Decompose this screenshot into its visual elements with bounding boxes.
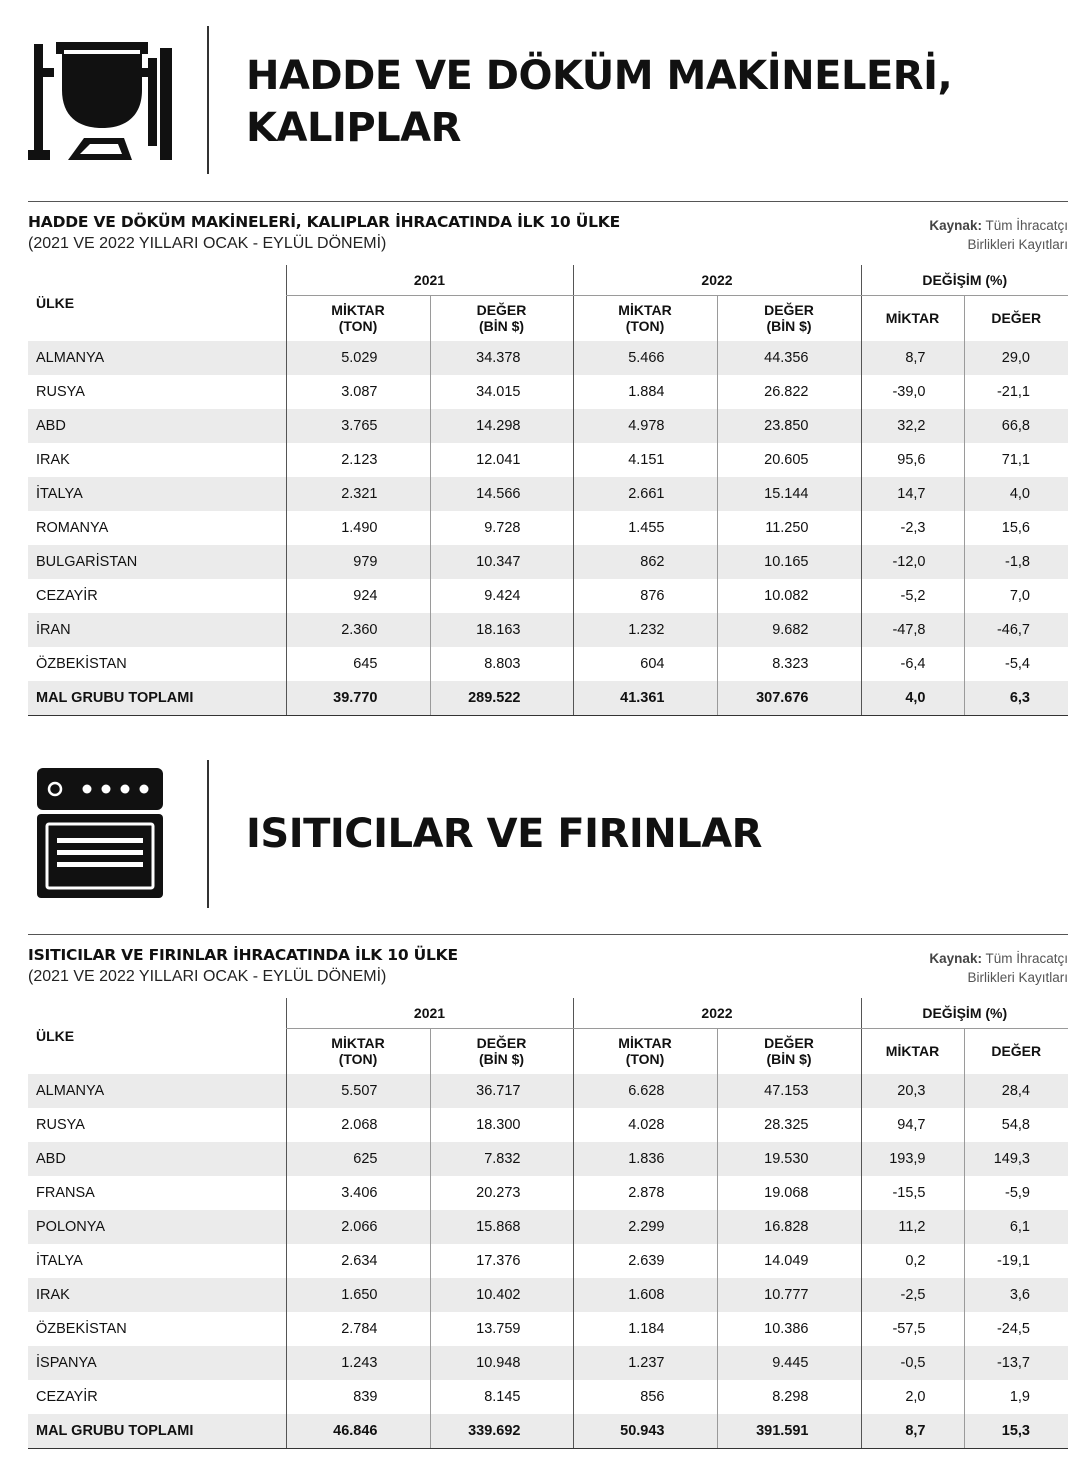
cell-change-value: 1,9 bbox=[964, 1380, 1068, 1414]
table-row bbox=[28, 545, 1068, 579]
cell-country: RUSYA bbox=[36, 1117, 85, 1133]
cell-value-2022: 307.676 bbox=[717, 681, 861, 715]
table-row bbox=[28, 1346, 1068, 1380]
cell-value-2021: 14.298 bbox=[430, 409, 573, 443]
table-1-block bbox=[0, 200, 1084, 720]
table-row bbox=[28, 443, 1068, 477]
cell-qty-2021: 46.846 bbox=[286, 1414, 430, 1448]
column-header-change-value: DEĞER bbox=[964, 1028, 1068, 1074]
cell-value-2022: 23.850 bbox=[717, 409, 861, 443]
cell-country: IRAK bbox=[28, 1278, 286, 1312]
cell-change-value: 3,6 bbox=[964, 1278, 1068, 1312]
column-header-year-2022: 2022 bbox=[573, 998, 861, 1028]
column-header-value-2021: DEĞER (BİN $) bbox=[430, 1028, 573, 1074]
cell-change-qty: -12,0 bbox=[861, 545, 964, 579]
cell-qty-2021: 2.321 bbox=[286, 477, 430, 511]
cell-change-value: 149,3 bbox=[964, 1142, 1068, 1176]
table-row bbox=[28, 579, 1068, 613]
cell-country: ALMANYA bbox=[28, 1074, 286, 1108]
cell-value-2022: 9.445 bbox=[717, 1346, 861, 1380]
cell-qty-2022: 876 bbox=[573, 579, 717, 613]
table-title: HADDE VE DÖKÜM MAKİNELERİ, KALIPLAR İHRACATINDA İLK 10 ÜLKE bbox=[28, 213, 620, 231]
cell-change-qty: 8,7 bbox=[861, 341, 964, 375]
table-subtitle: (2021 VE 2022 YILLARI OCAK - EYLÜL DÖNEMİ) bbox=[28, 235, 387, 252]
cell-change-value: 71,1 bbox=[964, 443, 1068, 477]
column-header-value-2021: DEĞER (BİN $) bbox=[430, 295, 573, 341]
table-row bbox=[28, 1142, 1068, 1176]
cell-qty-2021: 1.243 bbox=[286, 1346, 430, 1380]
cell-qty-2022: 1.884 bbox=[573, 375, 717, 409]
cell-change-value: -1,8 bbox=[964, 545, 1068, 579]
table-row bbox=[28, 511, 1068, 545]
cell-change-value: -19,1 bbox=[964, 1244, 1068, 1278]
cell-value-2021: 8.803 bbox=[430, 647, 573, 681]
cell-country: ABD bbox=[28, 1142, 286, 1176]
cell-value-2022: 10.386 bbox=[717, 1312, 861, 1346]
cell-value-2021: 7.832 bbox=[430, 1142, 573, 1176]
cell-qty-2021: 2.123 bbox=[286, 443, 430, 477]
cell-value-2021: 12.041 bbox=[430, 443, 573, 477]
cell-value-2021: 13.759 bbox=[430, 1312, 573, 1346]
data-table bbox=[28, 265, 1068, 716]
cell-qty-2021: 3.765 bbox=[286, 409, 430, 443]
cell-qty-2021: 5.029 bbox=[286, 341, 430, 375]
cell-qty-2022: 41.361 bbox=[573, 681, 717, 715]
cell-change-value: -46,7 bbox=[964, 613, 1068, 647]
table-top-rule bbox=[28, 201, 1068, 202]
cell-change-qty: -6,4 bbox=[861, 647, 964, 681]
cell-value-2021: 9.424 bbox=[430, 579, 573, 613]
cell-country: İTALYA bbox=[28, 477, 286, 511]
cell-country: ROMANYA bbox=[36, 520, 109, 536]
source-text-2: Birlikleri Kayıtları bbox=[967, 237, 1068, 252]
cell-qty-2022: 1.184 bbox=[573, 1312, 717, 1346]
cell-qty-2021: 2.360 bbox=[286, 613, 430, 647]
cell-change-value: -24,5 bbox=[964, 1312, 1068, 1346]
column-header-qty-2022: MİKTAR (TON) bbox=[573, 1028, 717, 1074]
cell-change-qty: 193,9 bbox=[861, 1142, 964, 1176]
cell-country: İTALYA bbox=[36, 1253, 83, 1269]
cell-country: ÖZBEKİSTAN bbox=[36, 1321, 127, 1337]
casting-machine-icon bbox=[28, 38, 178, 167]
cell-value-2022: 14.049 bbox=[717, 1244, 861, 1278]
cell-country: ALMANYA bbox=[28, 341, 286, 375]
cell-qty-2022: 862 bbox=[573, 545, 717, 579]
cell-qty-2022: 2.299 bbox=[573, 1210, 717, 1244]
cell-qty-2021: 3.087 bbox=[286, 375, 430, 409]
cell-qty-2022: 1.836 bbox=[573, 1142, 717, 1176]
cell-qty-2022: 856 bbox=[573, 1380, 717, 1414]
cell-value-2022: 26.822 bbox=[717, 375, 861, 409]
cell-value-2021: 20.273 bbox=[430, 1176, 573, 1210]
table-row bbox=[28, 613, 1068, 647]
cell-country: BULGARİSTAN bbox=[28, 545, 286, 579]
cell-change-value: 7,0 bbox=[964, 579, 1068, 613]
cell-qty-2021: 2.634 bbox=[286, 1244, 430, 1278]
cell-qty-2021: 5.507 bbox=[286, 1074, 430, 1108]
cell-value-2022: 20.605 bbox=[717, 443, 861, 477]
column-header-qty-2022: MİKTAR (TON) bbox=[573, 295, 717, 341]
cell-change-value: 6,3 bbox=[964, 681, 1068, 715]
cell-change-value: 29,0 bbox=[964, 341, 1068, 375]
cell-qty-2022: 1.237 bbox=[573, 1346, 717, 1380]
table-row bbox=[28, 409, 1068, 443]
cell-country: CEZAYİR bbox=[36, 588, 98, 604]
cell-qty-2022: 604 bbox=[573, 647, 717, 681]
cell-value-2021: 289.522 bbox=[430, 681, 573, 715]
cell-country: FRANSA bbox=[36, 1185, 95, 1201]
cell-change-qty: 32,2 bbox=[861, 409, 964, 443]
cell-value-2022: 15.144 bbox=[717, 477, 861, 511]
table-total-row bbox=[28, 1414, 1068, 1448]
cell-change-qty: 0,2 bbox=[861, 1244, 964, 1278]
cell-value-2022: 11.250 bbox=[717, 511, 861, 545]
table-row bbox=[28, 1278, 1068, 1312]
cell-value-2022: 19.530 bbox=[717, 1142, 861, 1176]
column-header-country: ÜLKE bbox=[36, 1028, 75, 1044]
cell-value-2022: 9.682 bbox=[717, 613, 861, 647]
cell-value-2021: 9.728 bbox=[430, 511, 573, 545]
cell-value-2021: 18.163 bbox=[430, 613, 573, 647]
cell-qty-2022: 1.608 bbox=[573, 1278, 717, 1312]
cell-qty-2021: 924 bbox=[286, 579, 430, 613]
table-body bbox=[28, 341, 1068, 715]
cell-country: İSPANYA bbox=[28, 1346, 286, 1380]
cell-change-qty: -47,8 bbox=[861, 613, 964, 647]
cell-qty-2021: 625 bbox=[286, 1142, 430, 1176]
cell-change-qty: 8,7 bbox=[861, 1414, 964, 1448]
cell-country: ÖZBEKİSTAN bbox=[36, 656, 127, 672]
cell-value-2022: 10.165 bbox=[717, 545, 861, 579]
cell-value-2021: 34.378 bbox=[430, 341, 573, 375]
source-text-1: Tüm İhracatçı bbox=[985, 951, 1068, 966]
cell-value-2022: 28.325 bbox=[717, 1108, 861, 1142]
table-row bbox=[28, 1244, 1068, 1278]
cell-change-value: 28,4 bbox=[964, 1074, 1068, 1108]
cell-qty-2022: 1.232 bbox=[573, 613, 717, 647]
source-label: Kaynak: bbox=[929, 951, 982, 966]
cell-change-qty: 14,7 bbox=[861, 477, 964, 511]
cell-change-qty: 4,0 bbox=[861, 681, 964, 715]
cell-qty-2022: 6.628 bbox=[573, 1074, 717, 1108]
column-header-year-2021: 2021 bbox=[286, 265, 573, 295]
cell-change-value: -21,1 bbox=[964, 375, 1068, 409]
cell-country: IRAK bbox=[36, 452, 70, 468]
cell-value-2022: 10.777 bbox=[717, 1278, 861, 1312]
cell-value-2021: 15.868 bbox=[430, 1210, 573, 1244]
table-row bbox=[28, 647, 1068, 681]
cell-qty-2021: 3.406 bbox=[286, 1176, 430, 1210]
cell-change-qty: -2,3 bbox=[861, 511, 964, 545]
column-header-change-qty: MİKTAR bbox=[861, 1028, 964, 1074]
column-header-value-2022: DEĞER (BİN $) bbox=[717, 1028, 861, 1074]
cell-change-qty: 2,0 bbox=[861, 1380, 964, 1414]
cell-qty-2021: 1.650 bbox=[286, 1278, 430, 1312]
column-header-year-2022: 2022 bbox=[573, 265, 861, 295]
cell-value-2021: 8.145 bbox=[430, 1380, 573, 1414]
cell-change-qty: 11,2 bbox=[861, 1210, 964, 1244]
table-row bbox=[28, 1312, 1068, 1346]
cell-country: ABD bbox=[28, 409, 286, 443]
table-body bbox=[28, 1074, 1068, 1448]
cell-change-value: 4,0 bbox=[964, 477, 1068, 511]
section-1-header bbox=[0, 0, 1084, 190]
table-source bbox=[929, 216, 1068, 254]
cell-change-qty: 95,6 bbox=[861, 443, 964, 477]
table-row bbox=[28, 1074, 1068, 1108]
cell-change-value: 54,8 bbox=[964, 1108, 1068, 1142]
table-2-block bbox=[0, 933, 1084, 1453]
cell-value-2021: 10.948 bbox=[430, 1346, 573, 1380]
cell-value-2022: 8.323 bbox=[717, 647, 861, 681]
cell-qty-2022: 2.878 bbox=[573, 1176, 717, 1210]
cell-country: POLONYA bbox=[28, 1210, 286, 1244]
cell-change-qty: -57,5 bbox=[861, 1312, 964, 1346]
cell-country: RUSYA bbox=[36, 384, 85, 400]
table-row bbox=[28, 1210, 1068, 1244]
cell-qty-2022: 2.661 bbox=[573, 477, 717, 511]
cell-qty-2022: 5.466 bbox=[573, 341, 717, 375]
cell-value-2021: 14.566 bbox=[430, 477, 573, 511]
cell-qty-2021: 645 bbox=[286, 647, 430, 681]
cell-value-2022: 10.082 bbox=[717, 579, 861, 613]
cell-qty-2021: 2.784 bbox=[286, 1312, 430, 1346]
cell-qty-2022: 50.943 bbox=[573, 1414, 717, 1448]
source-text-2: Birlikleri Kayıtları bbox=[967, 970, 1068, 985]
data-table bbox=[28, 998, 1068, 1449]
cell-change-value: -5,4 bbox=[964, 647, 1068, 681]
table-source bbox=[929, 949, 1068, 987]
cell-value-2021: 10.347 bbox=[430, 545, 573, 579]
cell-country: MAL GRUBU TOPLAMI bbox=[28, 681, 286, 715]
cell-qty-2022: 4.151 bbox=[573, 443, 717, 477]
table-row bbox=[28, 1380, 1068, 1414]
section-title bbox=[246, 808, 762, 860]
section-title bbox=[246, 50, 952, 154]
cell-change-value: 66,8 bbox=[964, 409, 1068, 443]
cell-country: MAL GRUBU TOPLAMI bbox=[28, 1414, 286, 1448]
source-text-1: Tüm İhracatçı bbox=[985, 218, 1068, 233]
cell-value-2022: 16.828 bbox=[717, 1210, 861, 1244]
table-title: ISITICILAR VE FIRINLAR İHRACATINDA İLK 10 ÜLKE bbox=[28, 946, 458, 964]
section-title-line-1: HADDE VE DÖKÜM MAKİNELERİ, bbox=[246, 53, 953, 99]
cell-qty-2021: 2.068 bbox=[286, 1108, 430, 1142]
cell-country: CEZAYİR bbox=[36, 1389, 98, 1405]
cell-qty-2022: 4.028 bbox=[573, 1108, 717, 1142]
cell-change-qty: -5,2 bbox=[861, 579, 964, 613]
cell-value-2021: 18.300 bbox=[430, 1108, 573, 1142]
cell-value-2022: 44.356 bbox=[717, 341, 861, 375]
cell-qty-2021: 2.066 bbox=[286, 1210, 430, 1244]
cell-change-value: -5,9 bbox=[964, 1176, 1068, 1210]
table-row bbox=[28, 341, 1068, 375]
table-row bbox=[28, 477, 1068, 511]
column-header-qty-2021: MİKTAR (TON) bbox=[286, 295, 430, 341]
table-row bbox=[28, 375, 1068, 409]
cell-change-qty: 20,3 bbox=[861, 1074, 964, 1108]
cell-change-value: 6,1 bbox=[964, 1210, 1068, 1244]
cell-value-2022: 19.068 bbox=[717, 1176, 861, 1210]
header-divider bbox=[207, 760, 209, 908]
cell-change-value: 15,6 bbox=[964, 511, 1068, 545]
section-2-header bbox=[0, 752, 1084, 922]
table-row bbox=[28, 1176, 1068, 1210]
cell-qty-2021: 979 bbox=[286, 545, 430, 579]
column-header-year-2021: 2021 bbox=[286, 998, 573, 1028]
cell-qty-2022: 1.455 bbox=[573, 511, 717, 545]
column-header-country: ÜLKE bbox=[36, 295, 75, 311]
cell-value-2021: 17.376 bbox=[430, 1244, 573, 1278]
cell-qty-2022: 2.639 bbox=[573, 1244, 717, 1278]
cell-value-2021: 10.402 bbox=[430, 1278, 573, 1312]
cell-change-qty: -2,5 bbox=[861, 1278, 964, 1312]
cell-change-qty: 94,7 bbox=[861, 1108, 964, 1142]
section-title-line-2: KALIPLAR bbox=[246, 105, 461, 151]
cell-value-2021: 339.692 bbox=[430, 1414, 573, 1448]
cell-qty-2021: 39.770 bbox=[286, 681, 430, 715]
table-subtitle: (2021 VE 2022 YILLARI OCAK - EYLÜL DÖNEMİ) bbox=[28, 968, 387, 985]
cell-qty-2021: 1.490 bbox=[286, 511, 430, 545]
cell-value-2021: 34.015 bbox=[430, 375, 573, 409]
cell-value-2022: 47.153 bbox=[717, 1074, 861, 1108]
header-divider bbox=[207, 26, 209, 174]
table-total-row bbox=[28, 681, 1068, 715]
cell-value-2022: 391.591 bbox=[717, 1414, 861, 1448]
column-header-change-value: DEĞER bbox=[964, 295, 1068, 341]
cell-change-value: -13,7 bbox=[964, 1346, 1068, 1380]
cell-qty-2022: 4.978 bbox=[573, 409, 717, 443]
cell-change-qty: -39,0 bbox=[861, 375, 964, 409]
table-top-rule bbox=[28, 934, 1068, 935]
oven-icon bbox=[37, 768, 165, 905]
cell-value-2022: 8.298 bbox=[717, 1380, 861, 1414]
cell-change-qty: -15,5 bbox=[861, 1176, 964, 1210]
cell-country: İRAN bbox=[28, 613, 286, 647]
column-header-change: DEĞİŞİM (%) bbox=[861, 265, 1068, 295]
cell-qty-2021: 839 bbox=[286, 1380, 430, 1414]
column-header-change: DEĞİŞİM (%) bbox=[861, 998, 1068, 1028]
source-label: Kaynak: bbox=[929, 218, 982, 233]
column-header-change-qty: MİKTAR bbox=[861, 295, 964, 341]
cell-value-2021: 36.717 bbox=[430, 1074, 573, 1108]
cell-change-qty: -0,5 bbox=[861, 1346, 964, 1380]
column-header-value-2022: DEĞER (BİN $) bbox=[717, 295, 861, 341]
cell-change-value: 15,3 bbox=[964, 1414, 1068, 1448]
column-header-qty-2021: MİKTAR (TON) bbox=[286, 1028, 430, 1074]
section-title-line-1: ISITICILAR VE FIRINLAR bbox=[246, 811, 762, 857]
table-row bbox=[28, 1108, 1068, 1142]
